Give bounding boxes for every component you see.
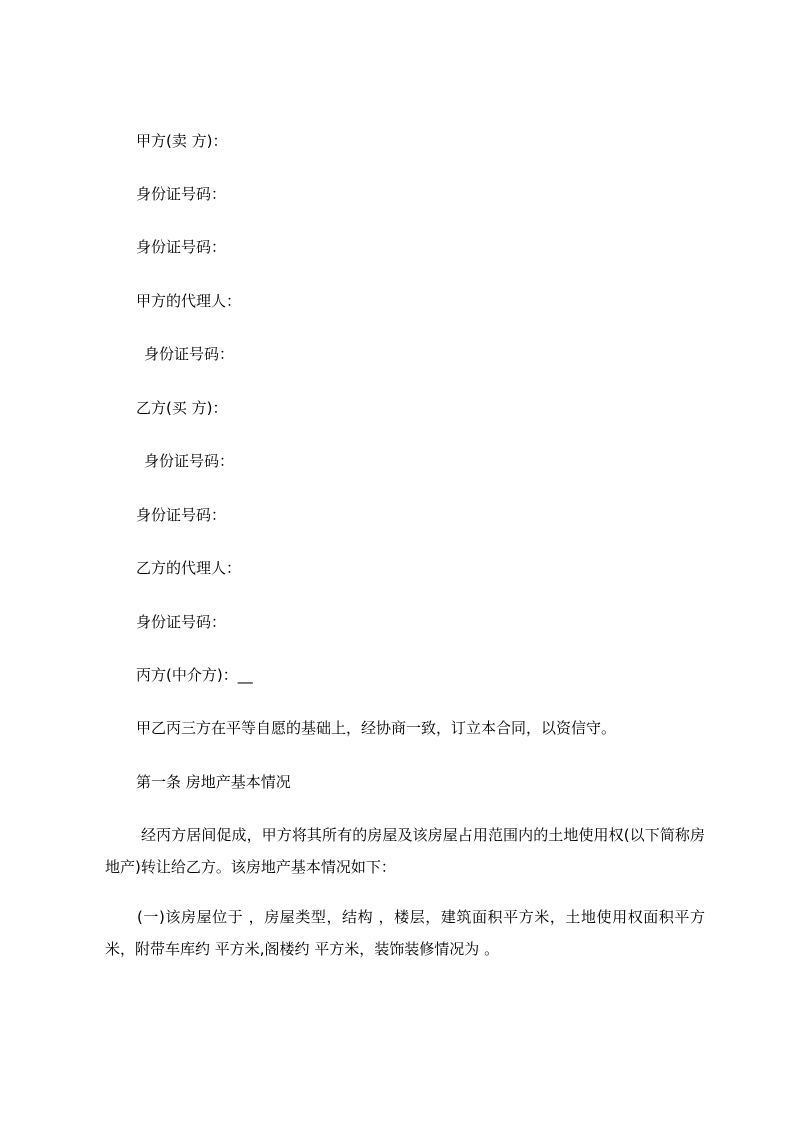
buyer-id-field: 身份证号码： — [144, 452, 235, 470]
intermediary-field: 丙方(中介方)：__ — [136, 666, 253, 684]
seller-field: 甲方(卖 方)： — [136, 132, 228, 150]
buyer-agent-field: 乙方的代理人： — [136, 559, 242, 577]
seller-agent-id-field: 身份证号码： — [144, 345, 235, 363]
seller-id-field: 身份证号码： — [136, 185, 227, 203]
seller-id-field-2: 身份证号码： — [136, 238, 227, 256]
seller-agent-field: 甲方的代理人： — [136, 292, 242, 310]
buyer-agent-id-field: 身份证号码： — [136, 613, 227, 631]
buyer-field: 乙方(买 方)： — [136, 399, 228, 417]
intro-paragraph: 甲乙丙三方在平等自愿的基础上，经协商一致，订立本合同，以资信守。 — [136, 719, 617, 737]
article-1-heading: 第一条 房地产基本情况 — [136, 773, 291, 791]
article-1-paragraph-1: 经丙方居间促成，甲方将其所有的房屋及该房屋占用范围内的土地使用权(以下简称房地产)转让给乙方。该房地产基本情况如下： — [105, 826, 705, 876]
buyer-id-field-2: 身份证号码： — [136, 506, 227, 524]
article-1-paragraph-2: (一)该房屋位于 ，房屋类型，结构 ，楼层，建筑面积平方米，土地使用权面积平方米，附带车库约 平方米,阁楼约 平方米，装饰装修情况为 。 — [105, 908, 705, 958]
